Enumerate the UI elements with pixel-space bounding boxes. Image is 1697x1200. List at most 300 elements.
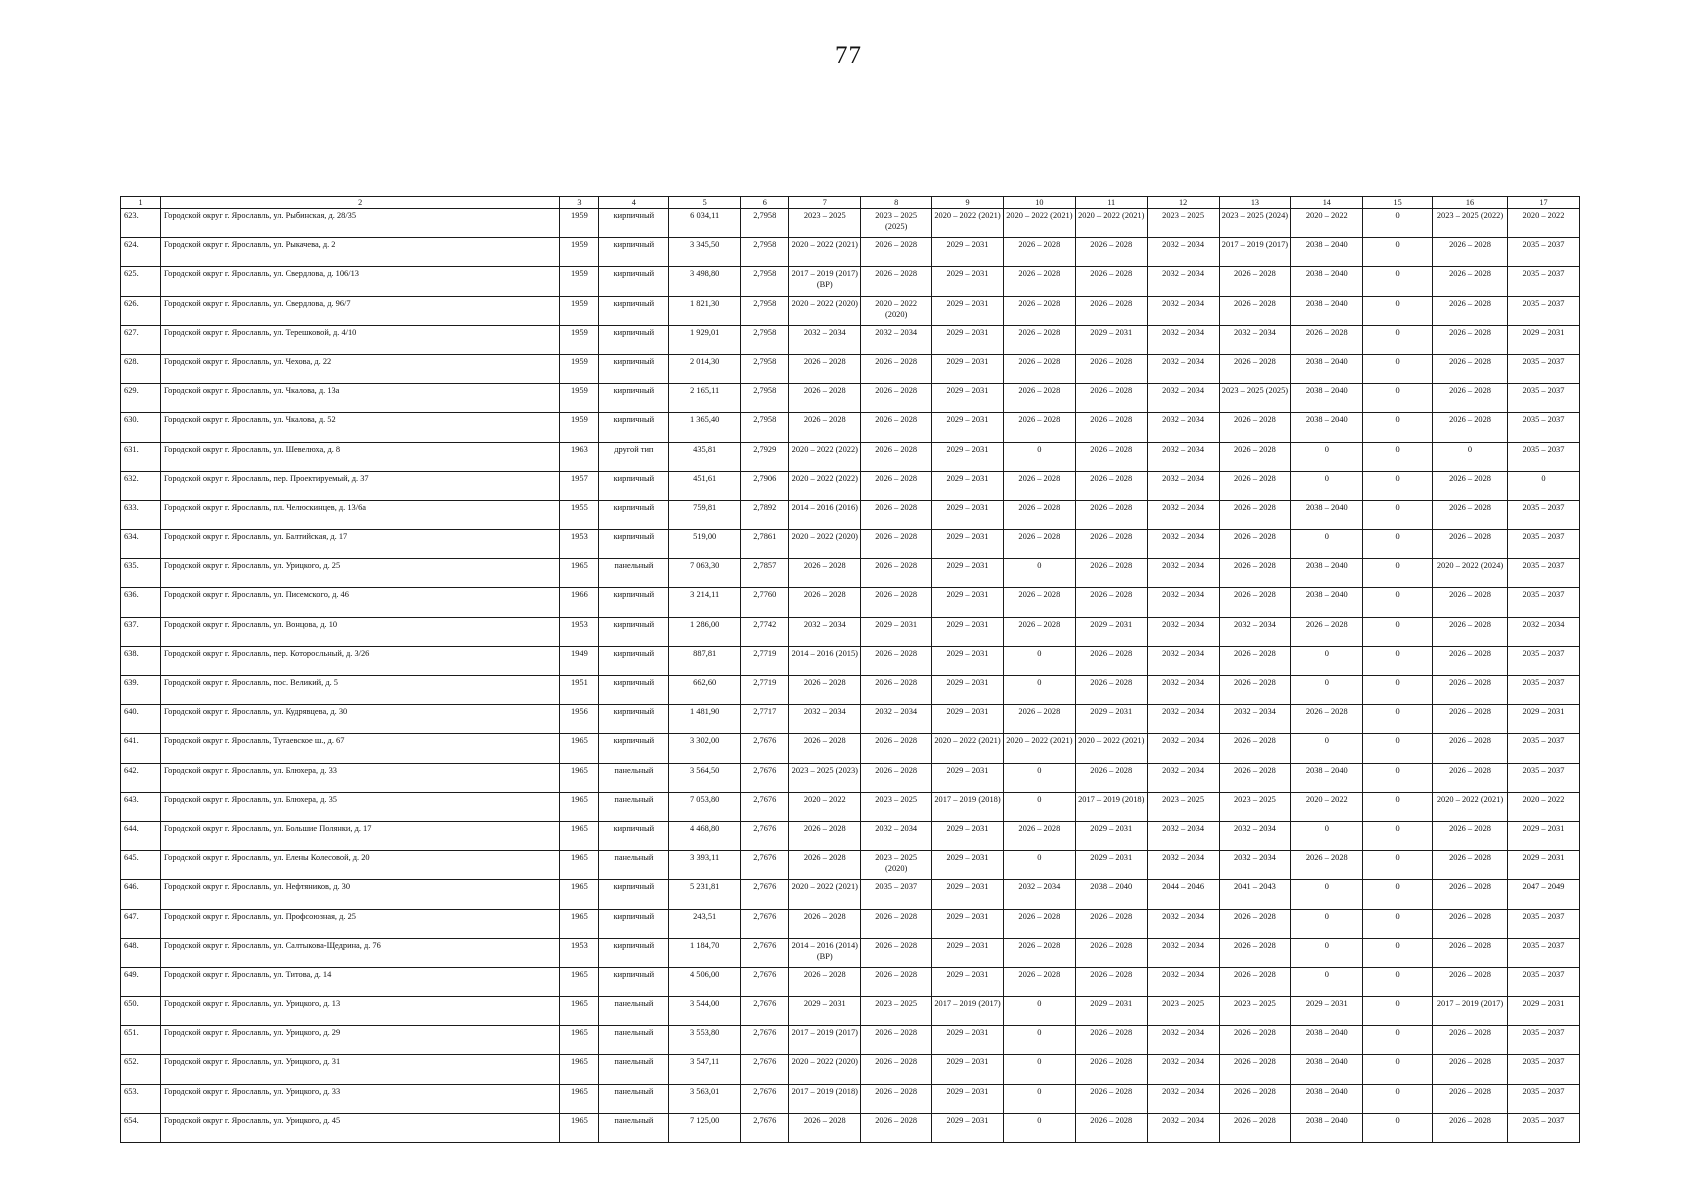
table-cell: 2026 – 2028	[789, 821, 861, 850]
table-cell: 2029 – 2031	[932, 559, 1004, 588]
table-cell: 0	[1363, 967, 1433, 996]
table-cell: 2026 – 2028	[1075, 413, 1147, 442]
table-cell: 0	[1363, 1026, 1433, 1055]
table-cell: 0	[1363, 530, 1433, 559]
table-cell: 2032 – 2034	[861, 325, 932, 354]
table-cell: 2032 – 2034	[1147, 705, 1219, 734]
table-cell: 2029 – 2031	[1075, 821, 1147, 850]
table-row	[121, 384, 1580, 413]
address-cell: Городской округ г. Ярославль, ул. Балтийская, д. 17	[161, 530, 560, 559]
table-cell: 2026 – 2028	[789, 734, 861, 763]
table-cell: 2026 – 2028	[789, 851, 861, 880]
table-cell: 2029 – 2031	[932, 413, 1004, 442]
table-cell: 2035 – 2037	[1507, 763, 1579, 792]
table-cell: кирпичный	[599, 296, 669, 325]
table-cell: 2020 – 2022 (2024)	[1433, 559, 1508, 588]
table-cell: 2035 – 2037	[1507, 734, 1579, 763]
table-cell: 2038 – 2040	[1291, 763, 1363, 792]
table-cell: 2032 – 2034	[1147, 646, 1219, 675]
table-cell: 2017 – 2019 (2017)	[789, 1026, 861, 1055]
table-cell: 2026 – 2028	[789, 413, 861, 442]
address-cell: Городской округ г. Ярославль, ул. Елены Колесовой, д. 20	[161, 851, 560, 880]
row-number-cell: 627.	[121, 325, 161, 354]
table-cell: 2026 – 2028	[1003, 267, 1075, 296]
table-cell: 2032 – 2034	[1507, 617, 1579, 646]
table-cell: 2029 – 2031	[932, 1055, 1004, 1084]
table-cell: 7 125,00	[669, 1113, 741, 1142]
table-cell: 2026 – 2028	[1003, 354, 1075, 383]
table-cell: 2026 – 2028	[1433, 1084, 1508, 1113]
table-cell: другой тип	[599, 442, 669, 471]
table-cell: 1966	[560, 588, 599, 617]
table-cell: 0	[1003, 851, 1075, 880]
table-cell: 0	[1363, 1084, 1433, 1113]
table-cell: 2032 – 2034	[1147, 296, 1219, 325]
table-cell: 1951	[560, 676, 599, 705]
table-row	[121, 530, 1580, 559]
table-cell: 2032 – 2034	[789, 325, 861, 354]
table-cell: 2032 – 2034	[861, 705, 932, 734]
table-cell: 2038 – 2040	[1291, 1084, 1363, 1113]
table-cell: 0	[1363, 384, 1433, 413]
table-row	[121, 559, 1580, 588]
table-cell: 2029 – 2031	[932, 1113, 1004, 1142]
table-cell: 2026 – 2028	[1219, 1026, 1291, 1055]
row-number-cell: 647.	[121, 909, 161, 938]
table-cell: 2032 – 2034	[1147, 967, 1219, 996]
table-cell: 2032 – 2034	[789, 617, 861, 646]
address-cell: Городской округ г. Ярославль, ул. Чкалова, д. 13а	[161, 384, 560, 413]
table-cell: 2026 – 2028	[1219, 967, 1291, 996]
table-cell: 2029 – 2031	[932, 967, 1004, 996]
table-cell: 2026 – 2028	[1003, 705, 1075, 734]
row-number-cell: 626.	[121, 296, 161, 325]
table-cell: 2026 – 2028	[1219, 442, 1291, 471]
table-cell: 2029 – 2031	[932, 821, 1004, 850]
table-cell: 0	[1363, 1113, 1433, 1142]
table-cell: 2020 – 2022 (2020)	[861, 296, 932, 325]
table-cell: 2023 – 2025 (2023)	[789, 763, 861, 792]
table-row	[121, 354, 1580, 383]
row-number-cell: 635.	[121, 559, 161, 588]
table-cell: 2026 – 2028	[861, 500, 932, 529]
table-cell: 1959	[560, 209, 599, 238]
table-cell: 2026 – 2028	[1075, 559, 1147, 588]
table-cell: 2038 – 2040	[1291, 354, 1363, 383]
table-cell: 1 365,40	[669, 413, 741, 442]
address-cell: Городской округ г. Ярославль, ул. Нефтяников, д. 30	[161, 880, 560, 909]
table-cell: 2035 – 2037	[1507, 1026, 1579, 1055]
table-cell: 2032 – 2034	[1219, 705, 1291, 734]
table-cell: 2029 – 2031	[932, 705, 1004, 734]
table-cell: 2026 – 2028	[1075, 500, 1147, 529]
table-cell: 1965	[560, 851, 599, 880]
column-number: 5	[669, 197, 741, 209]
column-number: 8	[861, 197, 932, 209]
table-cell: 2029 – 2031	[1075, 851, 1147, 880]
table-cell: 2026 – 2028	[1003, 938, 1075, 967]
table-cell: 2 165,11	[669, 384, 741, 413]
table-cell: 519,00	[669, 530, 741, 559]
table-cell: 2017 – 2019 (2017)	[1219, 238, 1291, 267]
table-cell: 2020 – 2022 (2020)	[789, 530, 861, 559]
table-cell: 2029 – 2031	[932, 938, 1004, 967]
table-cell: 0	[1363, 821, 1433, 850]
table-cell: 2026 – 2028	[1219, 471, 1291, 500]
table-cell: 2,7958	[741, 413, 789, 442]
table-cell: 1965	[560, 1026, 599, 1055]
column-number: 12	[1147, 197, 1219, 209]
housing-repair-table	[120, 196, 1580, 1143]
table-cell: 2,7719	[741, 676, 789, 705]
table-cell: 2026 – 2028	[1075, 763, 1147, 792]
table-cell: 0	[1003, 646, 1075, 675]
table-cell: 3 553,80	[669, 1026, 741, 1055]
table-cell: 2026 – 2028	[1219, 909, 1291, 938]
table-cell: 2029 – 2031	[1291, 997, 1363, 1026]
table-cell: 4 468,80	[669, 821, 741, 850]
row-number-cell: 653.	[121, 1084, 161, 1113]
table-cell: 2026 – 2028	[861, 354, 932, 383]
table-cell: 2032 – 2034	[1003, 880, 1075, 909]
table-cell: 0	[1291, 880, 1363, 909]
table-cell: 2035 – 2037	[1507, 1084, 1579, 1113]
table-cell: 1965	[560, 1084, 599, 1113]
table-cell: 2026 – 2028	[1219, 1055, 1291, 1084]
table-cell: 1 481,90	[669, 705, 741, 734]
table-cell: 3 214,11	[669, 588, 741, 617]
table-cell: 2,7958	[741, 325, 789, 354]
table-cell: 451,61	[669, 471, 741, 500]
table-cell: 1953	[560, 530, 599, 559]
table-cell: 2026 – 2028	[789, 909, 861, 938]
table-cell: 2,7958	[741, 267, 789, 296]
table-cell: 2035 – 2037	[1507, 909, 1579, 938]
table-cell: 2026 – 2028	[861, 676, 932, 705]
table-cell: 887,81	[669, 646, 741, 675]
table-cell: 2017 – 2019 (2017)	[1433, 997, 1508, 1026]
table-cell: 1965	[560, 734, 599, 763]
table-cell: 0	[1291, 938, 1363, 967]
table-cell: кирпичный	[599, 676, 669, 705]
table-cell: 2026 – 2028	[861, 413, 932, 442]
table-cell: 2017 – 2019 (2018)	[789, 1084, 861, 1113]
table-cell: 2032 – 2034	[1147, 676, 1219, 705]
table-cell: кирпичный	[599, 967, 669, 996]
row-number-cell: 624.	[121, 238, 161, 267]
table-cell: 2035 – 2037	[1507, 238, 1579, 267]
table-cell: 2035 – 2037	[1507, 676, 1579, 705]
table-cell: 2023 – 2025	[861, 997, 932, 1026]
table-cell: 2035 – 2037	[1507, 442, 1579, 471]
table-cell: 2047 – 2049	[1507, 880, 1579, 909]
table-cell: 2029 – 2031	[1075, 325, 1147, 354]
table-cell: 2026 – 2028	[861, 588, 932, 617]
table-cell: 2020 – 2022 (2022)	[789, 471, 861, 500]
row-number-cell: 629.	[121, 384, 161, 413]
address-cell: Городской округ г. Ярославль, ул. Чкалова, д. 52	[161, 413, 560, 442]
table-cell: 0	[1291, 646, 1363, 675]
table-cell: 2032 – 2034	[789, 705, 861, 734]
table-cell: 2026 – 2028	[1003, 384, 1075, 413]
table-cell: 1965	[560, 880, 599, 909]
address-cell: Городской округ г. Ярославль, ул. Урицкого, д. 31	[161, 1055, 560, 1084]
table-cell: 759,81	[669, 500, 741, 529]
table-cell: 2026 – 2028	[861, 967, 932, 996]
table-cell: 2026 – 2028	[861, 530, 932, 559]
table-cell: 2,7676	[741, 1084, 789, 1113]
row-number-cell: 630.	[121, 413, 161, 442]
table-cell: 2023 – 2025 (2020)	[861, 851, 932, 880]
table-cell: 2026 – 2028	[1219, 763, 1291, 792]
table-cell: 3 564,50	[669, 763, 741, 792]
table-cell: 2026 – 2028	[1075, 909, 1147, 938]
table-cell: 2026 – 2028	[789, 559, 861, 588]
table-cell: 2026 – 2028	[789, 1113, 861, 1142]
table-cell: кирпичный	[599, 354, 669, 383]
table-cell: 2026 – 2028	[1219, 267, 1291, 296]
table-cell: 2,7676	[741, 909, 789, 938]
table-cell: 2032 – 2034	[1147, 821, 1219, 850]
table-row	[121, 851, 1580, 880]
table-cell: 0	[1363, 238, 1433, 267]
table-cell: 1965	[560, 1113, 599, 1142]
table-cell: 2029 – 2031	[932, 880, 1004, 909]
table-cell: 2029 – 2031	[932, 238, 1004, 267]
table-cell: 2026 – 2028	[1433, 296, 1508, 325]
table-row	[121, 1026, 1580, 1055]
table-cell: панельный	[599, 1113, 669, 1142]
table-cell: 2032 – 2034	[1219, 325, 1291, 354]
table-cell: 2020 – 2022 (2021)	[932, 734, 1004, 763]
table-cell: 1 821,30	[669, 296, 741, 325]
table-cell: 2,7676	[741, 997, 789, 1026]
table-cell: 2,7676	[741, 821, 789, 850]
row-number-cell: 640.	[121, 705, 161, 734]
table-cell: 2026 – 2028	[1433, 238, 1508, 267]
table-cell: 2026 – 2028	[1433, 938, 1508, 967]
table-cell: 2,7760	[741, 588, 789, 617]
table-cell: 2 014,30	[669, 354, 741, 383]
table-cell: 2,7958	[741, 354, 789, 383]
table-cell: 2032 – 2034	[1147, 1084, 1219, 1113]
table-cell: 2032 – 2034	[1147, 938, 1219, 967]
table-cell: 2026 – 2028	[1433, 588, 1508, 617]
table-cell: 2026 – 2028	[1433, 471, 1508, 500]
table-cell: 2032 – 2034	[1147, 325, 1219, 354]
table-cell: 2026 – 2028	[1003, 617, 1075, 646]
table-row	[121, 880, 1580, 909]
table-cell: 2026 – 2028	[861, 734, 932, 763]
address-cell: Городской округ г. Ярославль, ул. Салтыкова-Щедрина, д. 76	[161, 938, 560, 967]
table-cell: 2026 – 2028	[1075, 646, 1147, 675]
table-cell: 2026 – 2028	[1075, 1026, 1147, 1055]
table-cell: 2026 – 2028	[861, 238, 932, 267]
row-number-cell: 638.	[121, 646, 161, 675]
address-cell: Городской округ г. Ярославль, ул. Блюхера, д. 33	[161, 763, 560, 792]
table-cell: 0	[1291, 530, 1363, 559]
table-cell: 2026 – 2028	[1075, 267, 1147, 296]
address-cell: Городской округ г. Ярославль, ул. Вонцова, д. 10	[161, 617, 560, 646]
table-cell: 1955	[560, 500, 599, 529]
table-cell: панельный	[599, 1084, 669, 1113]
table-cell: 2014 – 2016 (2015)	[789, 646, 861, 675]
table-cell: 2032 – 2034	[1147, 617, 1219, 646]
table-cell: 0	[1291, 734, 1363, 763]
row-number-cell: 632.	[121, 471, 161, 500]
table-row	[121, 967, 1580, 996]
table-cell: 2026 – 2028	[1075, 967, 1147, 996]
table-cell: 2020 – 2022 (2022)	[789, 442, 861, 471]
table-cell: 2029 – 2031	[932, 1026, 1004, 1055]
table-cell: 1959	[560, 296, 599, 325]
address-cell: Городской округ г. Ярославль, ул. Шевелюха, д. 8	[161, 442, 560, 471]
table-cell: 0	[1291, 909, 1363, 938]
table-cell: 0	[1291, 967, 1363, 996]
table-cell: 2023 – 2025	[1147, 792, 1219, 821]
table-cell: 2,7676	[741, 1055, 789, 1084]
table-cell: 2038 – 2040	[1291, 500, 1363, 529]
table-cell: кирпичный	[599, 238, 669, 267]
table-cell: 2026 – 2028	[789, 676, 861, 705]
table-cell: 2029 – 2031	[1507, 325, 1579, 354]
table-cell: 2029 – 2031	[932, 617, 1004, 646]
table-cell: 2029 – 2031	[932, 909, 1004, 938]
table-cell: 2032 – 2034	[1147, 1026, 1219, 1055]
address-cell: Городской округ г. Ярославль, ул. Большие Полянки, д. 17	[161, 821, 560, 850]
table-cell: 2032 – 2034	[1219, 851, 1291, 880]
table-cell: 2026 – 2028	[861, 442, 932, 471]
table-cell: 2038 – 2040	[1291, 267, 1363, 296]
table-cell: 1 286,00	[669, 617, 741, 646]
table-row	[121, 734, 1580, 763]
table-cell: кирпичный	[599, 471, 669, 500]
column-number-row	[121, 197, 1580, 209]
table-cell: 2023 – 2025	[1147, 997, 1219, 1026]
table-cell: панельный	[599, 559, 669, 588]
column-number: 3	[560, 197, 599, 209]
table-cell: 2026 – 2028	[1433, 880, 1508, 909]
table-cell: 2,7719	[741, 646, 789, 675]
table-cell: 0	[1507, 471, 1579, 500]
table-cell: кирпичный	[599, 209, 669, 238]
table-cell: 2026 – 2028	[861, 1084, 932, 1113]
table-cell: 2035 – 2037	[1507, 354, 1579, 383]
table-cell: 2026 – 2028	[1003, 530, 1075, 559]
table-cell: 2,7676	[741, 1026, 789, 1055]
table-cell: 2029 – 2031	[932, 296, 1004, 325]
table-cell: 0	[1003, 559, 1075, 588]
table-cell: 2032 – 2034	[1147, 238, 1219, 267]
table-cell: 2020 – 2022 (2020)	[789, 1055, 861, 1084]
column-number: 2	[161, 197, 560, 209]
table-cell: 2029 – 2031	[861, 617, 932, 646]
table-cell: 1957	[560, 471, 599, 500]
column-number: 7	[789, 197, 861, 209]
table-cell: 2026 – 2028	[1075, 1084, 1147, 1113]
table-cell: 2026 – 2028	[1219, 413, 1291, 442]
table-cell: кирпичный	[599, 267, 669, 296]
table-cell: 2026 – 2028	[1219, 1084, 1291, 1113]
row-number-cell: 646.	[121, 880, 161, 909]
table-cell: 2026 – 2028	[861, 909, 932, 938]
table-cell: 2035 – 2037	[1507, 1055, 1579, 1084]
table-cell: 2032 – 2034	[1147, 442, 1219, 471]
table-cell: 0	[1363, 471, 1433, 500]
table-cell: 2038 – 2040	[1291, 296, 1363, 325]
table-cell: 2023 – 2025	[1219, 792, 1291, 821]
table-cell: 2032 – 2034	[1147, 354, 1219, 383]
table-cell: 2032 – 2034	[1147, 471, 1219, 500]
table-cell: 2029 – 2031	[932, 646, 1004, 675]
table-cell: 2026 – 2028	[1433, 325, 1508, 354]
table-cell: 2026 – 2028	[1003, 413, 1075, 442]
table-cell: 0	[1363, 646, 1433, 675]
table-cell: 2026 – 2028	[1433, 530, 1508, 559]
table-cell: 2038 – 2040	[1291, 1055, 1363, 1084]
table-cell: 3 345,50	[669, 238, 741, 267]
table-cell: 2020 – 2022	[1507, 792, 1579, 821]
table-row	[121, 676, 1580, 705]
table-cell: 2026 – 2028	[1003, 325, 1075, 354]
table-cell: 0	[1363, 209, 1433, 238]
table-cell: 2038 – 2040	[1291, 588, 1363, 617]
table-cell: 2029 – 2031	[1507, 821, 1579, 850]
table-row	[121, 617, 1580, 646]
table-cell: 2026 – 2028	[1219, 354, 1291, 383]
table-cell: 2026 – 2028	[1433, 354, 1508, 383]
table-cell: 2026 – 2028	[1219, 559, 1291, 588]
table-cell: 2029 – 2031	[932, 267, 1004, 296]
table-cell: 2,7676	[741, 880, 789, 909]
table-cell: кирпичный	[599, 705, 669, 734]
table-cell: 2026 – 2028	[1291, 851, 1363, 880]
table-cell: кирпичный	[599, 384, 669, 413]
table-cell: 2026 – 2028	[1433, 1055, 1508, 1084]
table-cell: 0	[1363, 325, 1433, 354]
table-cell: 2,7857	[741, 559, 789, 588]
table-cell: 1959	[560, 384, 599, 413]
table-cell: 2017 – 2019 (2018)	[932, 792, 1004, 821]
table-cell: 5 231,81	[669, 880, 741, 909]
table-cell: 6 034,11	[669, 209, 741, 238]
table-cell: 2035 – 2037	[1507, 938, 1579, 967]
address-cell: Городской округ г. Ярославль, пер. Которосльный, д. 3/26	[161, 646, 560, 675]
table-cell: 2020 – 2022	[1507, 209, 1579, 238]
table-row	[121, 500, 1580, 529]
table-cell: 2023 – 2025	[861, 792, 932, 821]
table-cell: 0	[1003, 1026, 1075, 1055]
table-cell: кирпичный	[599, 821, 669, 850]
table-row	[121, 997, 1580, 1026]
table-cell: 2026 – 2028	[1003, 909, 1075, 938]
table-cell: 0	[1003, 997, 1075, 1026]
table-cell: 2026 – 2028	[1219, 646, 1291, 675]
table-cell: 2029 – 2031	[932, 500, 1004, 529]
table-cell: 2026 – 2028	[861, 763, 932, 792]
table-cell: 2,7958	[741, 384, 789, 413]
table-cell: 0	[1363, 880, 1433, 909]
table-cell: 2026 – 2028	[1219, 734, 1291, 763]
table-cell: 2035 – 2037	[1507, 559, 1579, 588]
address-cell: Городской округ г. Ярославль, ул. Урицкого, д. 25	[161, 559, 560, 588]
row-number-cell: 636.	[121, 588, 161, 617]
table-row	[121, 588, 1580, 617]
row-number-cell: 652.	[121, 1055, 161, 1084]
table-cell: кирпичный	[599, 646, 669, 675]
table-row	[121, 442, 1580, 471]
table-cell: 1959	[560, 325, 599, 354]
